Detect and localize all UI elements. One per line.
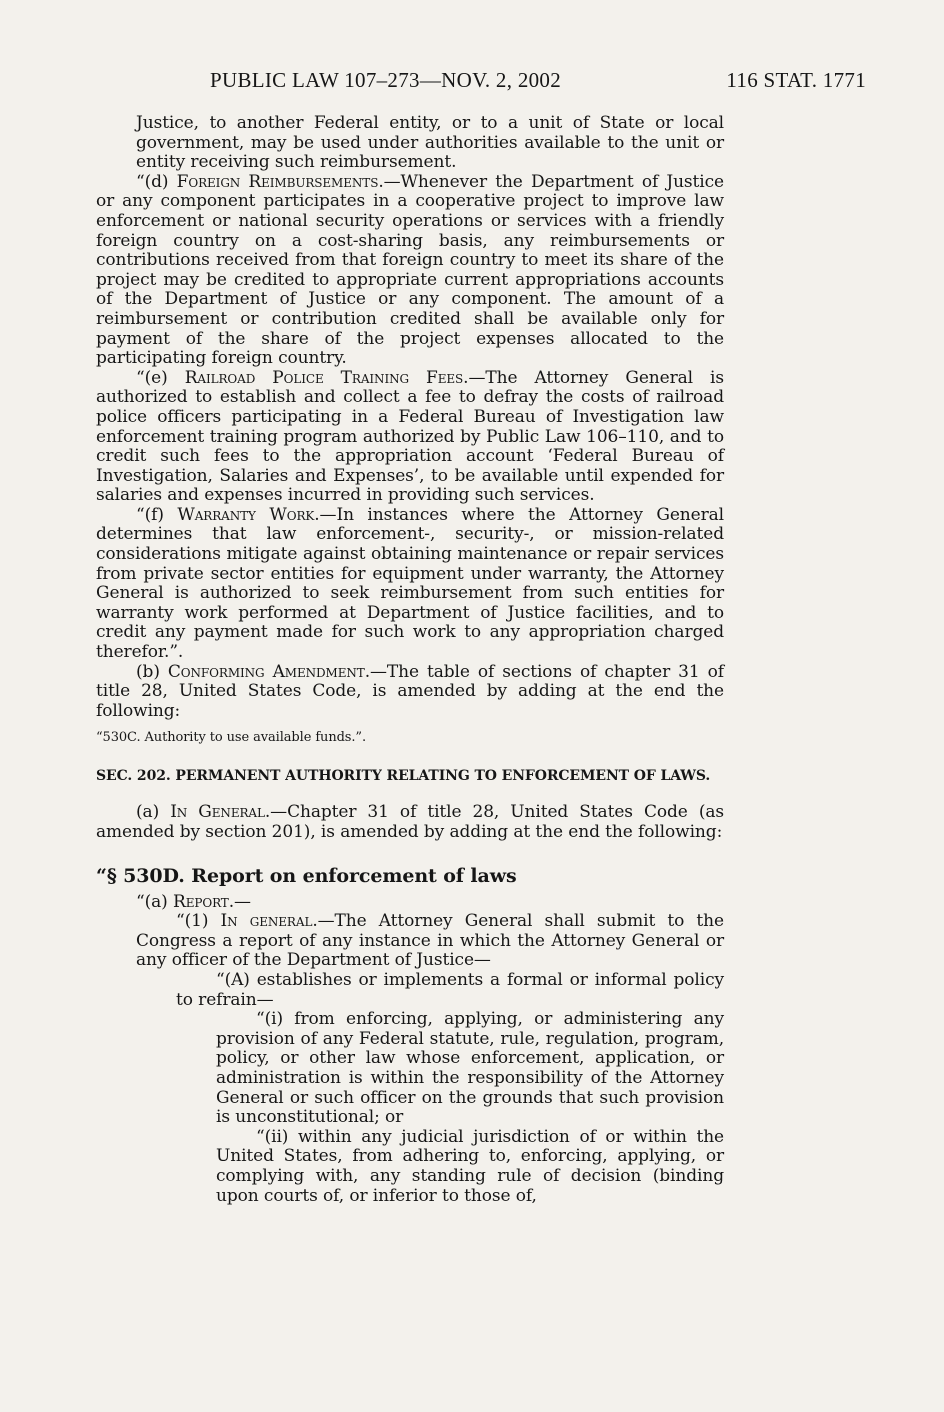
subsection-a [96, 803, 724, 842]
paragraph-1-text: .—The Attorney General shall submit to the Congress a report of any instance in which the Attorney General or any officer of the Department of Justice— [136, 911, 724, 971]
report-heading: Report [173, 891, 229, 912]
paragraph-1-heading: In general [220, 911, 313, 932]
subsection-b-text: .—The table of sections of chapter 31 of title 28, United States Code, is amended by adding at the end the following: [96, 661, 724, 721]
subparagraph-A: “(A) establishes or implements a formal or informal policy to refrain— [176, 969, 724, 1010]
header-stat-citation: 116 STAT. 1771 [726, 68, 866, 92]
subsection-e-heading: Railroad Police Training Fees [184, 367, 464, 388]
section-heading: SEC. 202. PERMANENT AUTHORITY RELATING TO ENFORCEMENT OF LAWS. [96, 768, 711, 785]
subsection-d [96, 173, 724, 369]
paragraph-continuation: Justice, to another Federal entity, or to a unit of State or local government, may be used under authorities available to the unit or entity receiving such reimbursement. [136, 113, 724, 173]
subsection-f-open: “(f) [136, 504, 178, 525]
subsection-a-text: .—Chapter 31 of title 28, United States Code (as amended by section 201), is amended by adding at the end the following: [96, 802, 725, 842]
report-subsection [96, 893, 724, 913]
paragraph-1 [96, 912, 724, 971]
header-title: PUBLIC LAW 107–273—NOV. 2, 2002 [210, 68, 562, 92]
subsection-b-heading: Conforming Amendment [167, 661, 365, 682]
subsection-e-text: .—The Attorney General is authorized to establish and collect a fee to defray the costs of railroad police officers participating in a Federal Bureau of Investigation law enforcement training program authorized by Public Law 106–110, and to credit such fees to the appropriation account ‘Federal Bureau of Investigation, Salaries and Expenses’, to be available until expended for salaries and expenses incurred in providing such services. [96, 367, 725, 506]
subsection-b [96, 663, 724, 722]
subsection-a-open: (a) [136, 802, 171, 823]
subsection-f [96, 506, 724, 663]
subsection-e [96, 369, 724, 506]
report-open: “(a) [136, 891, 173, 912]
subsection-f-text: .—In instances where the Attorney General determines that law enforcement-, security-, or mission-related considerations mitigate against obtaining maintenance or repair services from private sector entities for equipment under warranty, the Attorney General is authorized to seek reimbursement from such entities for warranty work performed at Department of Justice facilities, and to credit any payment made for such work to any appropriation charged therefor.”. [96, 504, 725, 663]
clause-ii: “(ii) within any judicial jurisdiction of or within the United States, from adhering to, enforcing, applying, or complying with, any standing rule of decision (binding upon courts of, or inferior to those of, [216, 1126, 724, 1206]
page-header [96, 66, 866, 94]
subsection-d-open: “(d) [136, 171, 177, 192]
subsection-d-heading: Foreign Reimbursements [176, 171, 379, 192]
paragraph-1-open: “(1) [176, 911, 221, 932]
clause-i: “(i) from enforcing, applying, or administering any provision of any Federal statute, rule, regulation, program, policy, or other law whose enforcement, application, or administration is within the responsibility of the Attorney General or such officer on the grounds that such provision is unconstitutional; or [216, 1009, 724, 1128]
subsection-b-open: (b) [136, 661, 168, 682]
subsection-e-open: “(e) [136, 367, 185, 388]
subsection-f-heading: Warranty Work [177, 504, 315, 525]
subsection-a-heading: In General [170, 802, 265, 823]
subsection-d-text: .—Whenever the Department of Justice or any component participates in a cooperative project to improve law enforcement or national security operations or services with a friendly foreign country on a cost-sharing basis, any reimbursements or contributions received from that foreign country to meet its share of the project may be credited to appropriate current appropriations accounts of the Department of Justice or any component. The amount of a reimbursement or contribution credited shall be available only for payment of the share of the project expenses allocated to the participating foreign country. [96, 171, 724, 369]
table-of-sections-entry: “530C. Authority to use available funds.”. [96, 730, 366, 746]
section-530d-title: “§ 530D. Report on enforcement of laws [96, 864, 517, 887]
document-body [96, 114, 724, 1206]
report-text: .— [228, 891, 251, 912]
